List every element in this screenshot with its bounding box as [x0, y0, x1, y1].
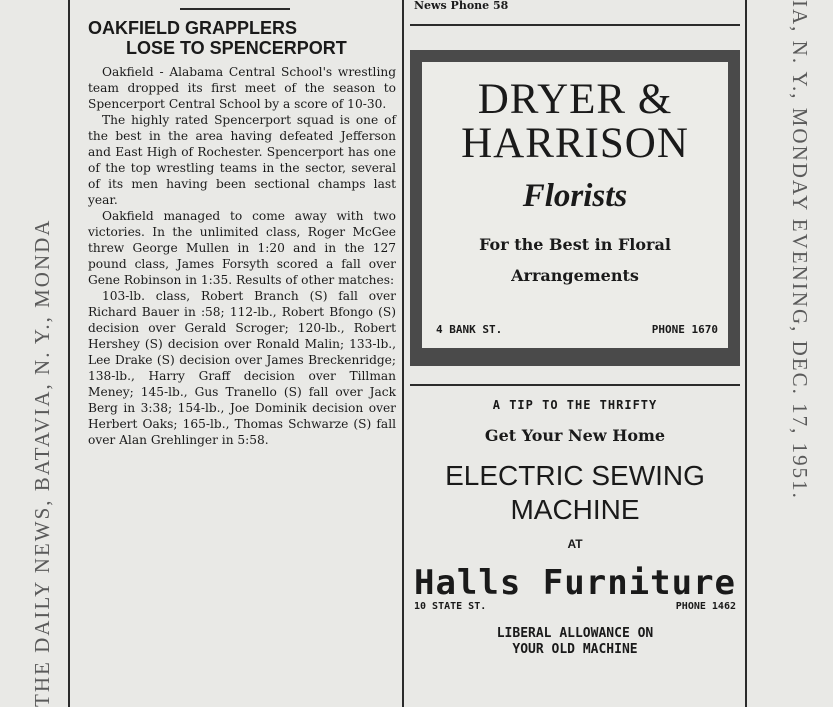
- florist-ad-panel: [422, 62, 728, 348]
- right-margin-dateline: IA, N. Y., MONDAY EVENING, DEC. 17, 1951.: [788, 0, 812, 500]
- florist-advertisement: [410, 50, 740, 366]
- store-name: Halls Furniture: [413, 563, 737, 603]
- florist-phone: PHONE 1670: [651, 323, 718, 336]
- trade-in-offer-line-1: LIBERAL ALLOWANCE ON: [496, 626, 654, 641]
- article-paragraph: 103-lb. class, Robert Branch (S) fall over Richard Bauer in :58; 112-lb., Robert Bfongo (S) decision over Gerald Scroger; 120-lb., Robert Hershey (S) decision over Ronald Malin; 133-lb., Lee Drake (S) decision over James Breckenridge; 138-lb., Harry Graff decision over Tillman Meney; 145-lb., Gus Tranello (S) fall over Jack Berg in 3:38; 154-lb., Joe Dominik decision over Herbert Oaks; 165-lb., Thomas Schwarze (S) fall over Alan Grehlinger in 5:58.: [88, 289, 396, 447]
- ad-divider-rule: [410, 384, 740, 386]
- florist-tagline-line-1: For the Best in Floral: [479, 235, 671, 254]
- right-column-rule: [745, 0, 747, 707]
- headline-line-2: LOSE TO SPENCERPORT: [126, 38, 347, 58]
- top-rule-left: [180, 8, 290, 10]
- sewing-ad-headline-line-1: ELECTRIC SEWING: [445, 460, 705, 491]
- sewing-ad-at: AT: [567, 537, 583, 551]
- headline-line-1: OAKFIELD GRAPPLERS: [88, 18, 298, 38]
- store-phone: PHONE 1462: [675, 601, 736, 612]
- trade-in-offer: [408, 626, 742, 658]
- sewing-ad-headline: [408, 459, 742, 527]
- florist-tagline: [422, 229, 728, 291]
- sewing-machine-advertisement: [408, 398, 742, 658]
- left-column-rule: [68, 0, 70, 707]
- top-strip-text: News Phone 58: [414, 0, 509, 12]
- left-margin-dateline: THE DAILY NEWS, BATAVIA, N. Y., MONDA: [30, 218, 54, 707]
- florist-tagline-line-2: Arrangements: [511, 266, 639, 285]
- sewing-ad-kicker: A TIP TO THE THRIFTY: [492, 398, 658, 412]
- article-headline: [88, 18, 396, 58]
- article-paragraph: Oakfield managed to come away with two victories. In the unlimited class, Roger McGee threw George Mullen in 1:20 and in the 127 pound class, James Forsyth scored a fall over Gene Robinson in 1:35. Results of other matches:: [88, 209, 396, 287]
- trade-in-offer-line-2: YOUR OLD MACHINE: [512, 642, 638, 657]
- center-column-rule: [402, 0, 404, 707]
- wrestling-article: [88, 18, 396, 448]
- sewing-ad-headline-line-2: MACHINE: [510, 494, 640, 525]
- store-address: 10 STATE ST.: [414, 601, 487, 612]
- florist-subtitle: Florists: [522, 178, 628, 214]
- article-body: [88, 64, 396, 448]
- florist-name: [422, 78, 728, 166]
- article-paragraph: The highly rated Spencerport squad is one of the best in the area having defeated Jefferson and East High of Rochester. Spencerport has one of the top wrestling teams in the sector, several of its men having been sectional champs last year.: [88, 113, 396, 207]
- sewing-ad-get-line: Get Your New Home: [484, 426, 666, 445]
- florist-name-line-2: HARRISON: [461, 120, 689, 167]
- florist-address: 4 BANK ST.: [436, 323, 503, 336]
- florist-name-line-1: DRYER &: [477, 76, 673, 123]
- top-rule-right: [410, 24, 740, 26]
- article-paragraph: Oakfield - Alabama Central School's wrestling team dropped its first meet of the season to Spencerport Central School by a score of 10-30.: [88, 65, 396, 111]
- florist-contact: [436, 323, 718, 336]
